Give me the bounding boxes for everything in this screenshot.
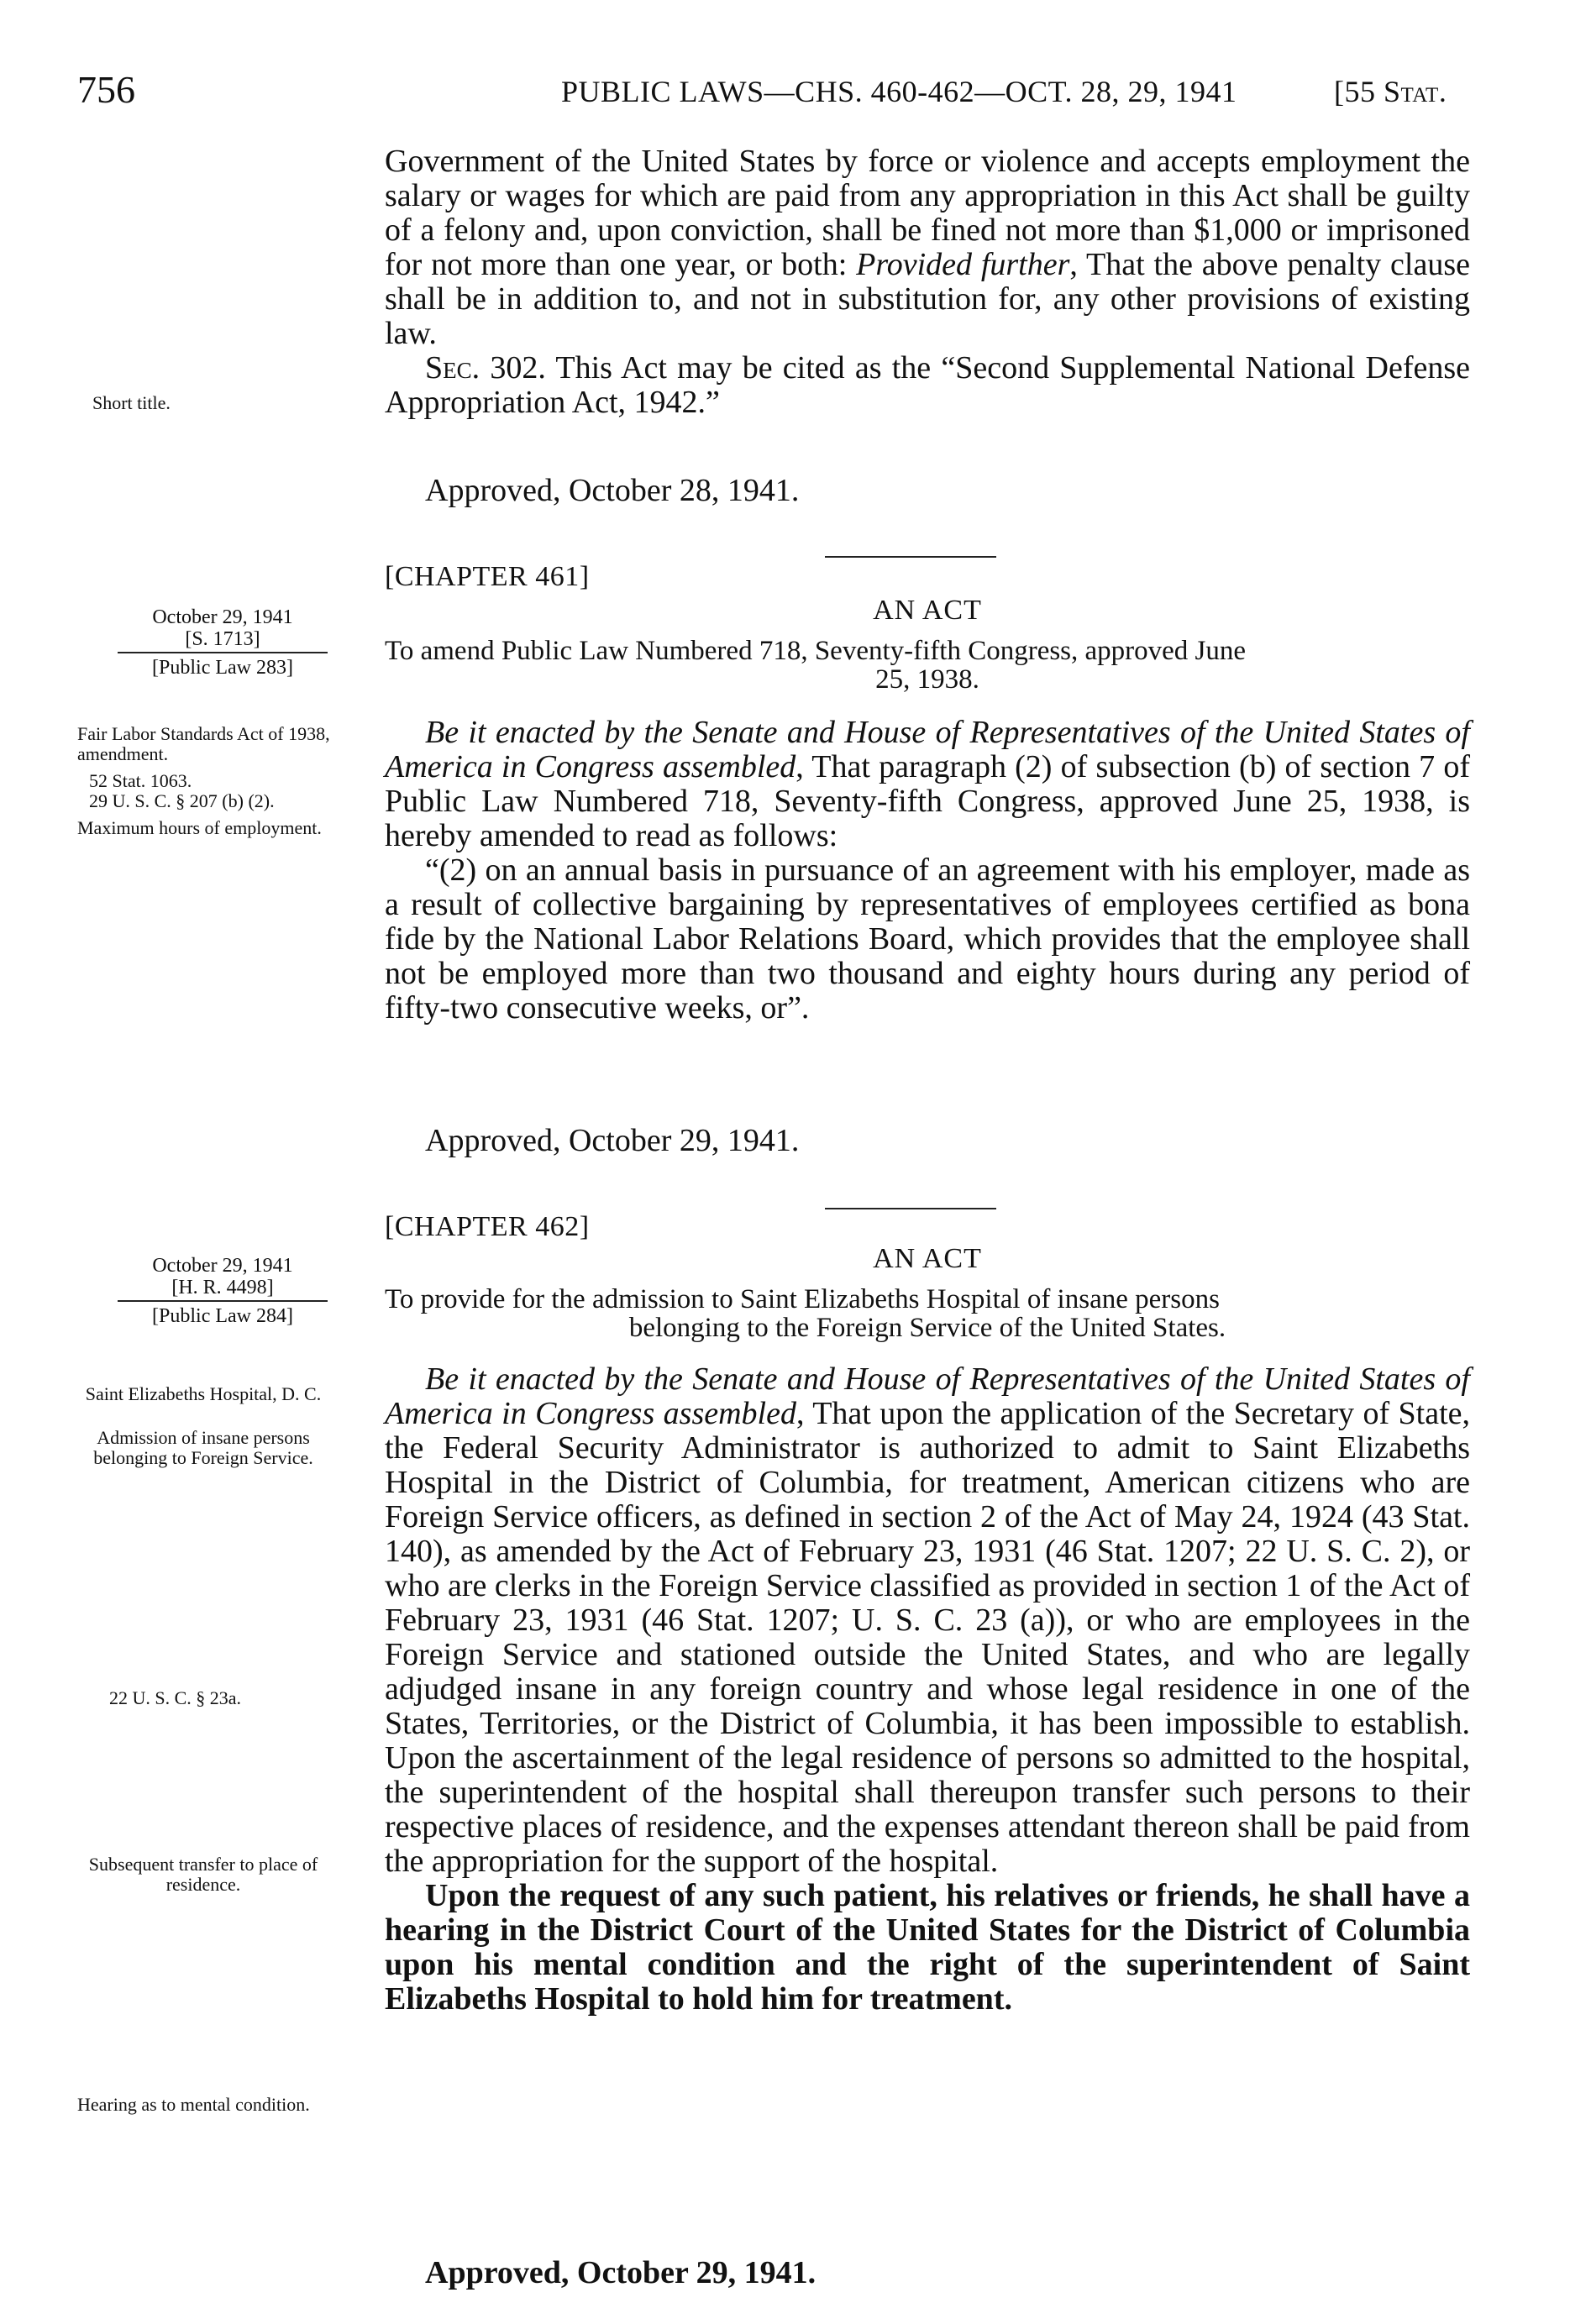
margin-note-usc: 29 U. S. C. § 207 (b) (2). — [89, 790, 275, 811]
margin-admission: Admission of insane persons belonging to Foreign Service. — [93, 1427, 313, 1468]
quoted-paragraph-461: “(2) on an annual basis in pursuance of an agreement with his employer, made as a result of collective bargaining by representatives of employees certified as bona fide by the National Labor Relations Board, which provides that the employee shall not be employed more than two thousand and eighty hours during any period of fifty-two consecutive weeks, or”. — [385, 852, 1470, 1026]
chapter-462-margin-date: October 29, 1941 [H. R. 4498] [Public Law 284] — [118, 1255, 328, 1327]
margin-rule — [118, 1300, 328, 1302]
enacting-clause-461: Be it enacted by the Senate and House of Representatives of the United States of America in Congress assembled, That paragraph (2) of subsection (b) of section 7 of Public Law Numbered 718, Seventy-fifth Congress, approved June 25, 1938, is hereby amended to read as follows: — [385, 715, 1470, 853]
approved-462: Approved, October 29, 1941. — [425, 2255, 817, 2290]
separator-rule — [825, 556, 996, 558]
margin-note-fair-labor: Fair Labor Standards Act of 1938, amendment. — [77, 723, 330, 764]
section-302: Sec. 302. This Act may be cited as the “Second Supplemental National Defense Appropriation Act, 1942.” — [385, 350, 1470, 420]
chapter-461-heading: [CHAPTER 461] — [385, 561, 590, 592]
chapter-461-margin-notes — [77, 724, 354, 838]
page-number: 756 — [77, 68, 135, 111]
chapter-460-text — [385, 144, 1470, 420]
margin-note-stat: 52 Stat. 1063. — [89, 770, 192, 791]
margin-usc-23a: 22 U. S. C. § 23a. — [109, 1687, 242, 1708]
running-head: PUBLIC LAWS—CHS. 460-462—OCT. 28, 29, 1941 — [561, 75, 1237, 108]
chapter-462-text — [385, 1362, 1470, 2017]
chapter-461-purpose: To amend Public Law Numbered 718, Seventy-fifth Congress, approved June 25, 1938. — [385, 636, 1247, 695]
chapter-460-paragraph: Government of the United States by force or violence and accepts employment the salary or wages for which are paid from any appropriation in this Act shall be guilty of a felony and, upon conviction, shall be fined not more than $1,000 or imprisoned for not more than one year, or both: Provided further, That the above penalty clause shall be in addition to, and not in substitution for, any other provisions of existing law. — [385, 144, 1470, 351]
margin-rule — [118, 652, 328, 653]
approved-461: Approved, October 29, 1941. — [425, 1123, 800, 1158]
margin-hospital: Saint Elizabeths Hospital, D. C. — [85, 1383, 322, 1404]
chapter-461-text — [385, 716, 1470, 1026]
chapter-461-margin-date: October 29, 1941 [S. 1713] [Public Law 283] — [118, 606, 328, 679]
margin-transfer: Subsequent transfer to place of residence. — [88, 1854, 318, 1895]
chapter-462-heading: [CHAPTER 462] — [385, 1211, 590, 1242]
chapter-461-an-act: AN ACT — [873, 595, 982, 626]
margin-short-title: Short title. — [92, 392, 171, 413]
proviso-italic: Provided further — [856, 247, 1070, 282]
enacting-clause-462: Be it enacted by the Senate and House of Representatives of the United States of America in Congress assembled, That upon the application of the Secretary of State, the Federal Security Administrator is authorized to admit to Saint Elizabeths Hospital in the District of Columbia, for treatment, American citizens who are Foreign Service officers, as defined in section 2 of the Act of May 24, 1924 (43 Stat. 140), as amended by the Act of February 23, 1931 (46 Stat. 1207; 22 U. S. C. 2), or who are clerks in the Foreign Service classified as provided in section 1 of the Act of February 23, 1931 (46 Stat. 1207; U. S. C. 23 (a)), or who are employees in the Foreign Service and stationed outside the United States, and who are legally adjudged insane in any foreign country and whose legal residence in one of the States, Territories, or the District of Columbia, it has been impossible to establish. Upon the ascertainment of the legal residence of persons so admitted to the hospital, the superintendent of the hospital shall thereupon transfer such persons to their respective places of residence, and the expenses attendant thereon shall be paid from the appropriation for the support of the hospital. — [385, 1361, 1470, 1879]
volume-reference: [55 Stat. — [1334, 75, 1447, 108]
chapter-462-purpose: To provide for the admission to Saint Elizabeths Hospital of insane persons belonging to the Foreign Service of the United States. — [385, 1284, 1226, 1343]
margin-note-max-hours: Maximum hours of employment. — [77, 817, 322, 838]
separator-rule — [825, 1208, 996, 1209]
margin-hearing: Hearing as to mental condition. — [77, 2094, 310, 2115]
chapter-462-an-act: AN ACT — [873, 1243, 982, 1274]
approved-460: Approved, October 28, 1941. — [425, 473, 800, 508]
hearing-paragraph: Upon the request of any such patient, his relatives or friends, he shall have a hearing in the District Court of the United States for the District of Columbia upon his mental condition and the right of the superintendent of Saint Elizabeths Hospital to hold him for treatment. — [385, 1878, 1470, 2017]
